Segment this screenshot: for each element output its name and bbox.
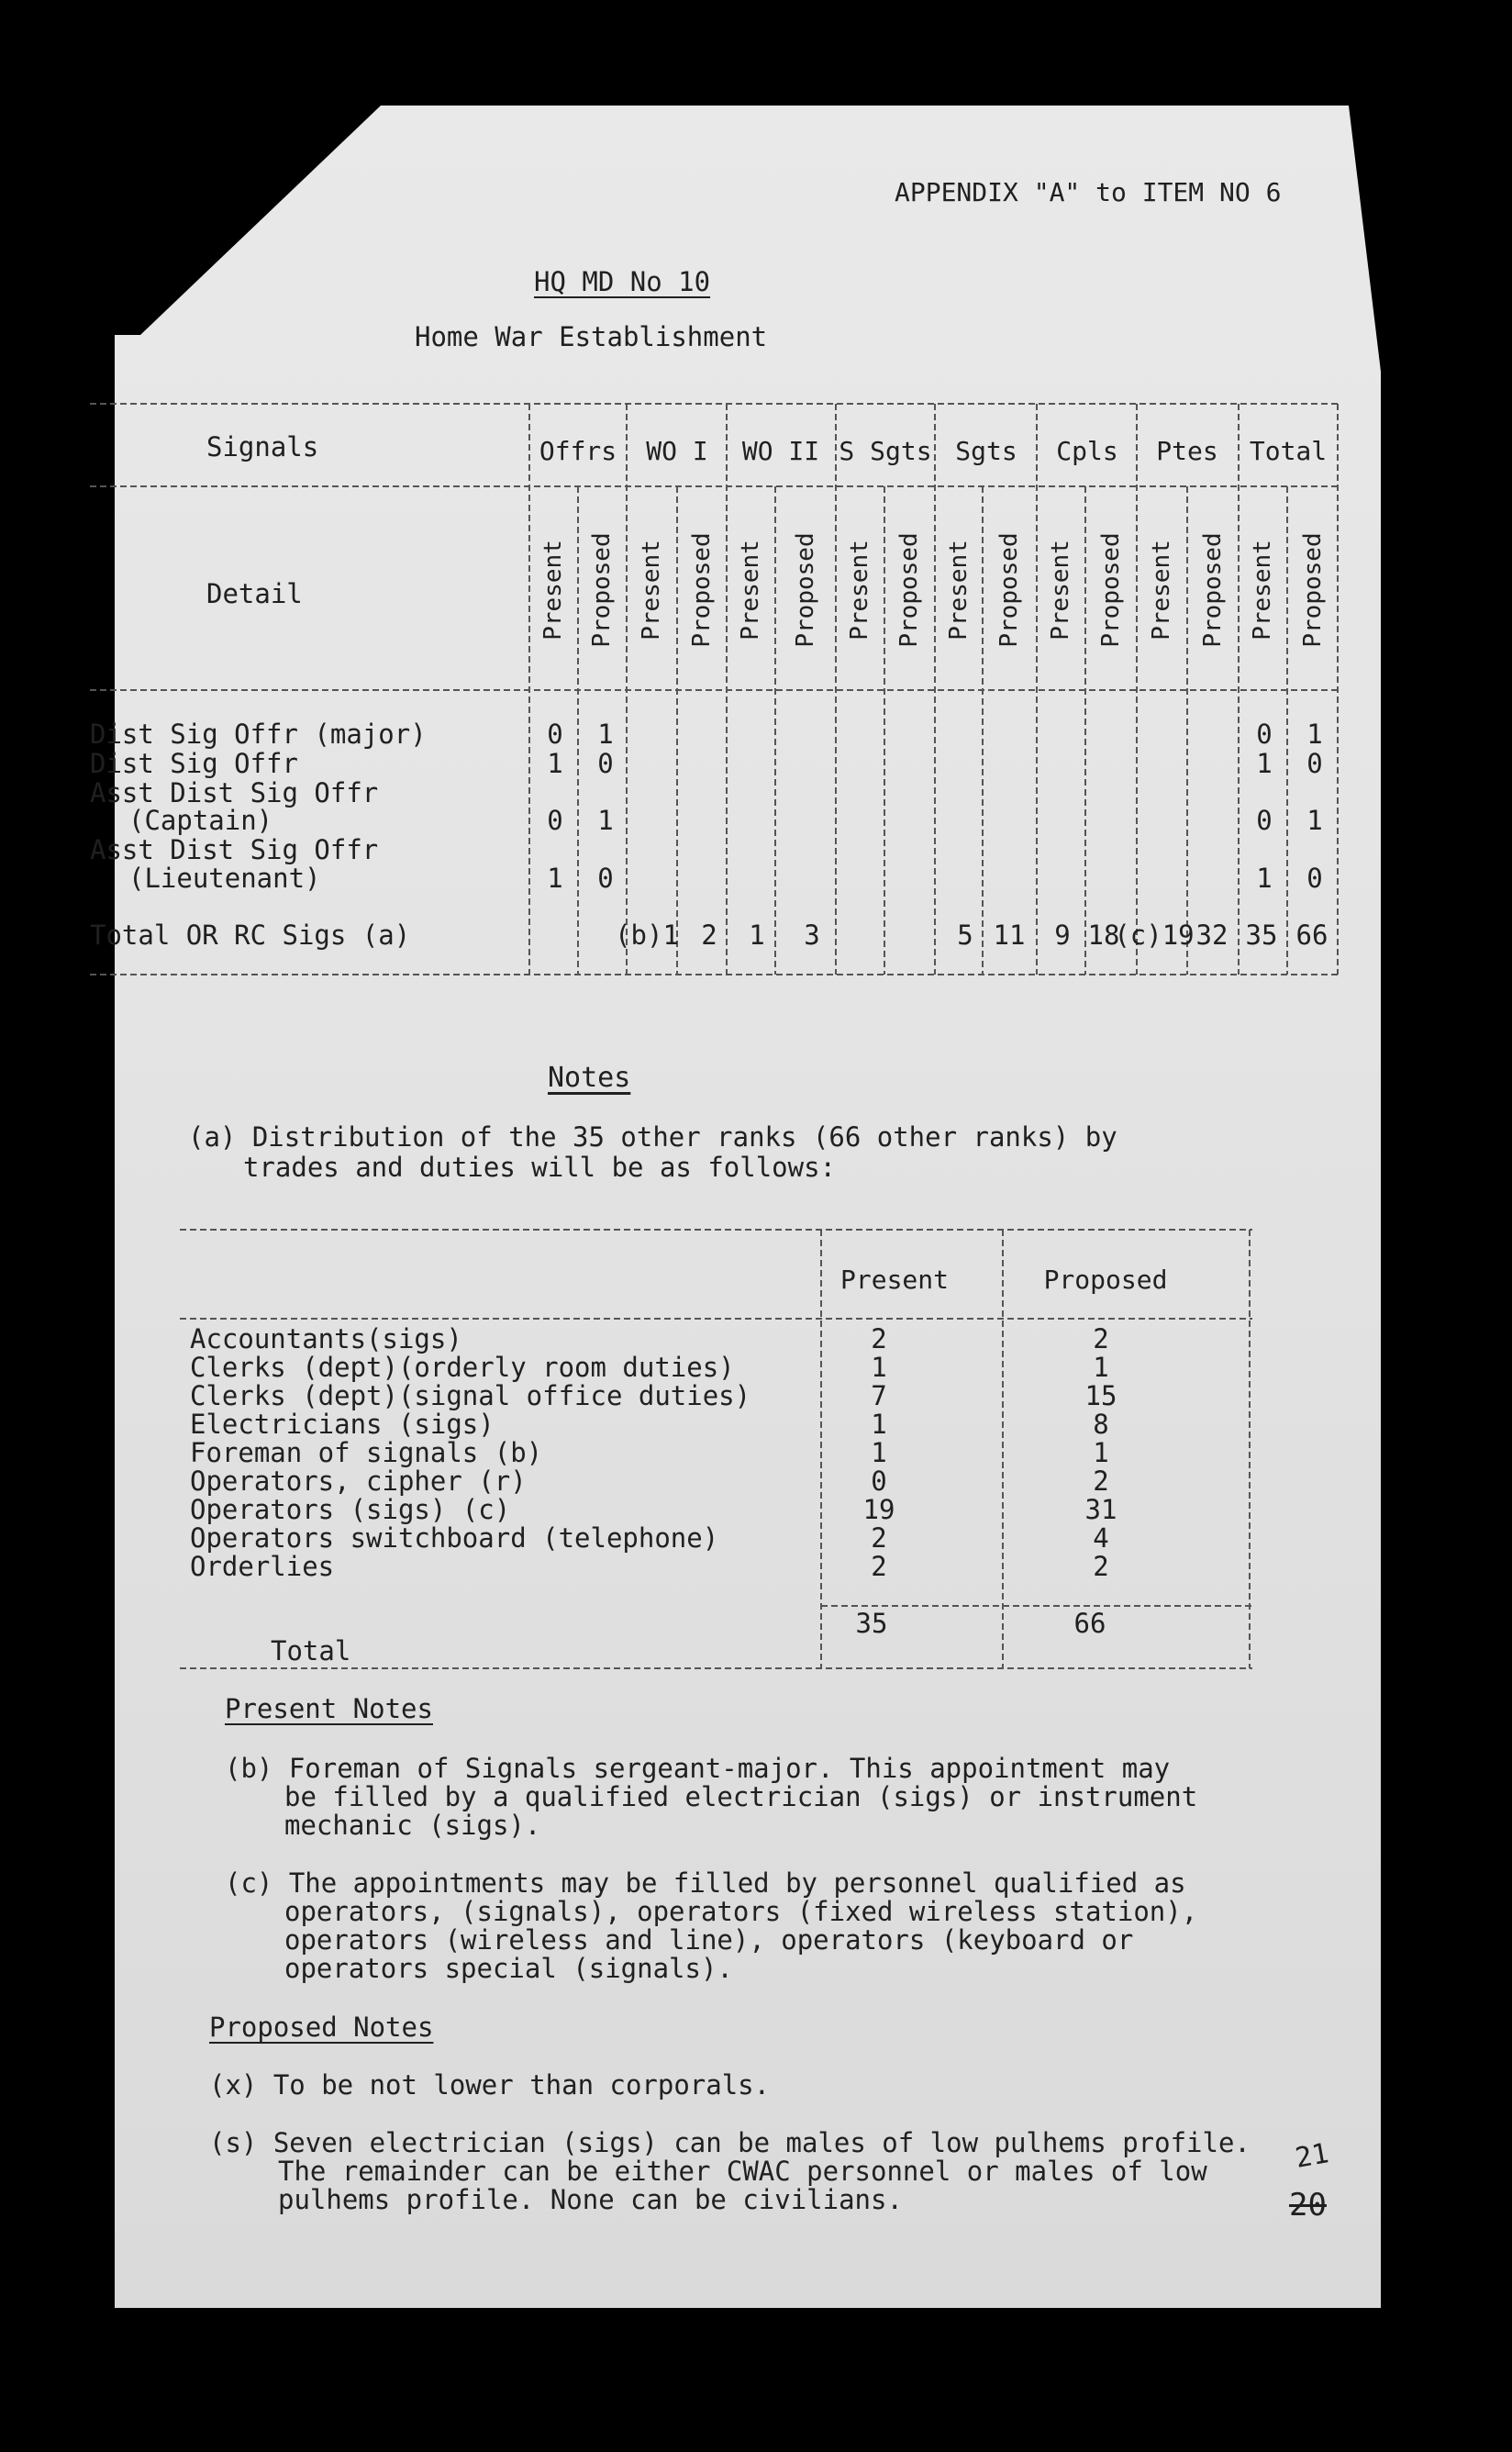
table-cell: 0	[1306, 748, 1323, 779]
sub-header-proposed: Proposed	[895, 532, 923, 648]
table-cell: (c)19	[1114, 920, 1195, 951]
present-note-b-line: (b) Foreman of Signals sergeant-major. This appointment may	[225, 1753, 1171, 1784]
signals-header: Signals	[206, 431, 319, 463]
table-cell: 0	[1256, 719, 1273, 750]
trade-present-value: 19	[862, 1494, 895, 1525]
sub-header-present: Present	[638, 540, 665, 641]
group-header-total: Total	[1249, 436, 1328, 466]
trades-total-label: Total	[271, 1635, 351, 1666]
trade-present-value: 1	[871, 1352, 887, 1383]
table-cell: 9	[1054, 920, 1071, 951]
present-note-b-line: be filled by a qualified electrician (sigs) or instrument	[284, 1781, 1198, 1812]
trade-present-value: 1	[871, 1409, 887, 1440]
appendix-reference: APPENDIX "A" to ITEM NO 6	[895, 177, 1282, 207]
detail-row-label: Asst Dist Sig Offr	[90, 834, 379, 865]
detail-row-label: Asst Dist Sig Offr	[90, 777, 379, 808]
trades-total-present: 35	[855, 1608, 888, 1639]
table-cell: 1	[547, 748, 563, 779]
group-header-ptes: Ptes	[1156, 436, 1218, 466]
group-header-wo2: WO II	[741, 436, 820, 466]
note-a-line2: trades and duties will be as follows:	[243, 1152, 837, 1183]
total-row-label: Total OR RC Sigs (a)	[90, 920, 411, 951]
proposed-note-s-line: pulhems profile. None can be civilians.	[278, 2184, 903, 2215]
trade-row-label: Operators, cipher (r)	[190, 1466, 527, 1497]
trade-present-value: 2	[871, 1551, 887, 1582]
present-notes-heading: Present Notes	[225, 1693, 433, 1724]
trade-row-label: Operators (sigs) (c)	[190, 1494, 511, 1525]
group-header-wo1: WO I	[646, 436, 708, 466]
trade-proposed-value: 31	[1084, 1494, 1117, 1525]
table-cell: 1	[597, 719, 614, 750]
detail-row-label: (Captain)	[128, 805, 273, 836]
detail-header: Detail	[206, 578, 303, 609]
sub-header-present: Present	[539, 540, 567, 641]
sub-header-present: Present	[737, 540, 764, 641]
table-cell: 0	[547, 805, 563, 836]
table-cell: 32	[1195, 920, 1228, 951]
proposed-note-s-line: The remainder can be either CWAC personnel or males of low	[278, 2156, 1207, 2187]
trade-proposed-value: 2	[1093, 1551, 1109, 1582]
page-number: 21	[1293, 2137, 1331, 2175]
trade-present-value: 7	[871, 1380, 887, 1411]
trade-proposed-value: 8	[1093, 1409, 1109, 1440]
group-header-cpls: Cpls	[1056, 436, 1118, 466]
table-cell: 0	[597, 748, 614, 779]
table-cell: 1	[547, 863, 563, 894]
table-cell: 0	[1306, 863, 1323, 894]
present-note-c-line: operators, (signals), operators (fixed wireless station),	[284, 1896, 1198, 1927]
sub-header-present: Present	[1047, 540, 1074, 641]
group-header-sgts: Sgts	[955, 436, 1017, 466]
sub-header-proposed: Proposed	[995, 532, 1023, 648]
proposed-notes-heading: Proposed Notes	[209, 2012, 434, 2043]
notes-heading: Notes	[548, 1062, 631, 1094]
trade-row-label: Electricians (sigs)	[190, 1409, 495, 1440]
table-cell: 1	[1306, 805, 1323, 836]
trade-row-label: Clerks (dept)(orderly room duties)	[190, 1352, 735, 1383]
trades-header-proposed: Proposed	[1043, 1265, 1168, 1295]
detail-row-label: (Lieutenant)	[128, 863, 321, 894]
table-cell: 11	[993, 920, 1026, 951]
table-cell: 1	[1256, 748, 1273, 779]
sub-header-present: Present	[1148, 540, 1175, 641]
table-cell: 1	[1256, 863, 1273, 894]
note-a-line1: (a) Distribution of the 35 other ranks (66 other ranks) by	[188, 1121, 1117, 1153]
trades-header-present: Present	[839, 1265, 950, 1295]
trades-total-proposed: 66	[1073, 1608, 1106, 1639]
present-note-c-line: (c) The appointments may be filled by personnel qualified as	[225, 1867, 1186, 1899]
trade-proposed-value: 1	[1093, 1437, 1109, 1468]
table-cell: 35	[1245, 920, 1278, 951]
table-cell: 0	[547, 719, 563, 750]
table-cell: 1	[597, 805, 614, 836]
table-cell: 18	[1087, 920, 1120, 951]
table-cell: 2	[701, 920, 717, 951]
group-header-s-sgts: S Sgts	[839, 436, 932, 466]
table-cell: 0	[1256, 805, 1273, 836]
trade-row-label: Foreman of signals (b)	[190, 1437, 543, 1468]
trade-present-value: 0	[871, 1466, 887, 1497]
table-cell: 66	[1295, 920, 1329, 951]
detail-row-label: Dist Sig Offr (major)	[90, 719, 427, 750]
group-header-offrs: Offrs	[539, 436, 617, 466]
detail-row-label: Dist Sig Offr	[90, 748, 298, 779]
page-number-struck: 20	[1289, 2187, 1327, 2224]
present-note-c-line: operators (wireless and line), operators (keyboard or	[284, 1924, 1134, 1956]
proposed-note-x: (x) To be not lower than corporals.	[209, 2069, 771, 2101]
table-cell: 1	[1306, 719, 1323, 750]
trade-proposed-value: 2	[1093, 1466, 1109, 1497]
trade-present-value: 2	[871, 1323, 887, 1354]
trade-row-label: Operators switchboard (telephone)	[190, 1522, 719, 1554]
table-cell: 0	[597, 863, 614, 894]
sub-header-proposed: Proposed	[588, 532, 616, 648]
present-note-b-line: mechanic (sigs).	[284, 1810, 541, 1841]
sub-header-present: Present	[846, 540, 873, 641]
trade-row-label: Clerks (dept)(signal office duties)	[190, 1380, 751, 1411]
sub-header-proposed: Proposed	[792, 532, 819, 648]
sub-header-proposed: Proposed	[688, 532, 716, 648]
trade-present-value: 1	[871, 1437, 887, 1468]
table-cell: 3	[804, 920, 820, 951]
table-cell: 5	[957, 920, 973, 951]
trade-proposed-value: 4	[1093, 1522, 1109, 1554]
trade-proposed-value: 1	[1093, 1352, 1109, 1383]
table-cell: (b)1	[615, 920, 679, 951]
sub-header-proposed: Proposed	[1097, 532, 1125, 648]
hq-title: HQ MD No 10	[534, 266, 711, 297]
table-cell: 1	[749, 920, 765, 951]
trade-present-value: 2	[871, 1522, 887, 1554]
sub-header-present: Present	[945, 540, 973, 641]
establishment-title: Home War Establishment	[415, 321, 768, 352]
trade-proposed-value: 15	[1084, 1380, 1117, 1411]
proposed-note-s-line: (s) Seven electrician (sigs) can be males of low pulhems profile.	[209, 2127, 1251, 2158]
sub-header-proposed: Proposed	[1199, 532, 1227, 648]
sub-header-present: Present	[1249, 540, 1276, 641]
trade-proposed-value: 2	[1093, 1323, 1109, 1354]
sub-header-proposed: Proposed	[1299, 532, 1327, 648]
trade-row-label: Accountants(sigs)	[190, 1323, 462, 1354]
present-note-c-line: operators special (signals).	[284, 1953, 733, 1984]
trade-row-label: Orderlies	[190, 1551, 335, 1582]
